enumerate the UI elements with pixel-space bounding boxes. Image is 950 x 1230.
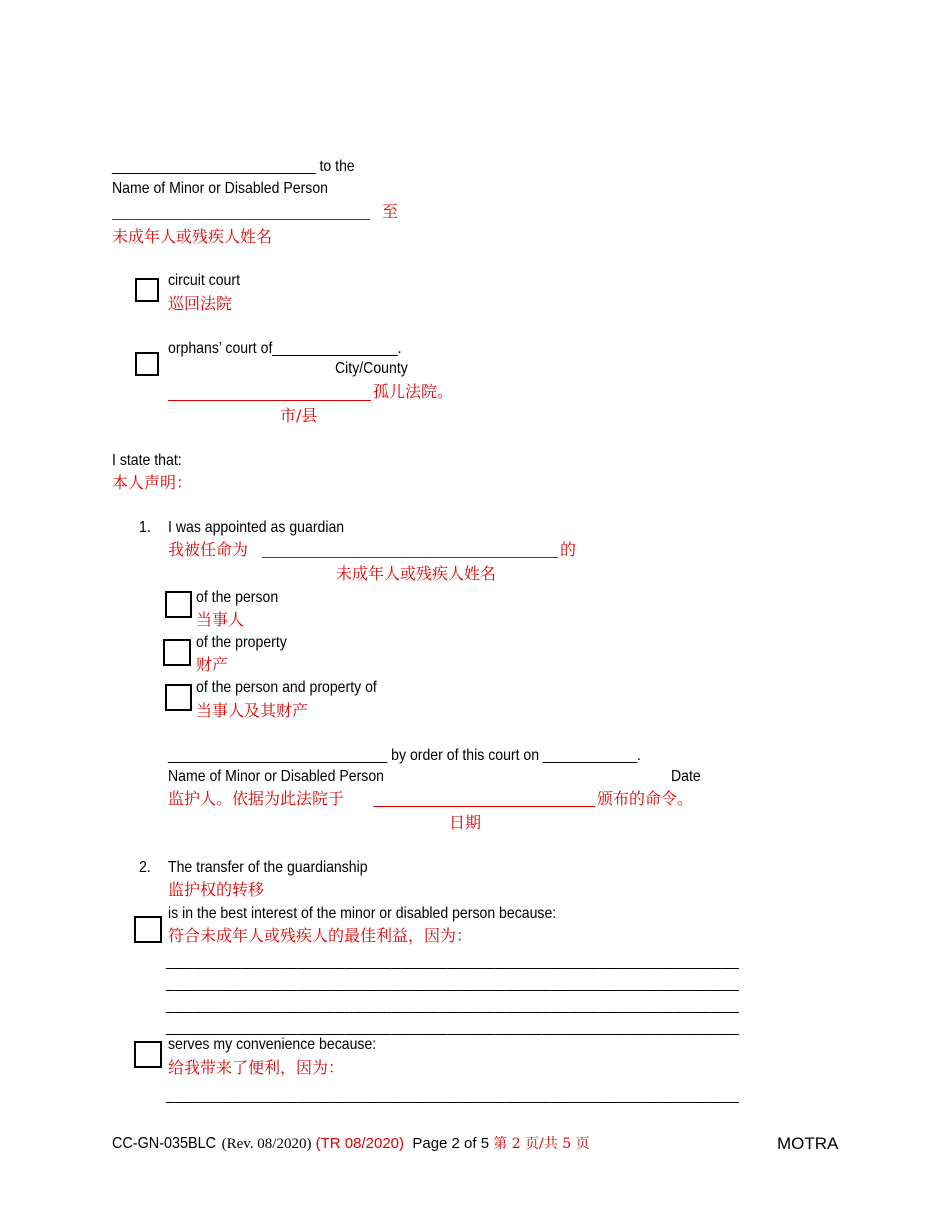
item1-zh-name-blank: [262, 557, 558, 558]
of-property-label: of the property: [196, 634, 287, 651]
footer-page: Page 2 of 5: [412, 1135, 490, 1152]
reason-line-3[interactable]: _____________________________________________________________: [166, 997, 740, 1014]
name-label: Name of Minor or Disabled Person: [112, 180, 328, 197]
statement-label-zh: 本人声明：: [112, 473, 193, 492]
best-interest-label: is in the best interest of the minor or disabled person because:: [168, 905, 557, 922]
footer-form-id: CC-GN-035BLC: [112, 1135, 217, 1152]
city-county-zh: 市/县: [280, 406, 318, 425]
item2-number: 2.: [139, 859, 151, 876]
city-county-label: City/County: [335, 360, 408, 377]
name-blank-line: __________________________ to the: [112, 158, 355, 175]
reason-line-1[interactable]: _____________________________________________________________: [166, 953, 740, 970]
footer-rev: (Rev. 08/2020): [221, 1136, 312, 1152]
zh-to: 至: [382, 202, 399, 221]
item1-zh-prefix: 我被任命为: [168, 540, 249, 559]
reason-line-2[interactable]: _____________________________________________________________: [166, 975, 740, 992]
footer-tr: (TR 08/2020): [315, 1135, 404, 1152]
circuit-court-label: circuit court: [168, 272, 240, 289]
zh-name-label: 未成年人或残疾人姓名: [112, 227, 273, 246]
item2-text: The transfer of the guardianship: [168, 859, 368, 876]
item1-text: I was appointed as guardian: [168, 519, 345, 536]
order-zh-suffix: 颁布的命令。: [597, 789, 694, 808]
of-person-checkbox[interactable]: [165, 591, 192, 618]
convenience-checkbox[interactable]: [134, 1041, 162, 1068]
best-interest-zh: 符合未成年人或残疾人的最佳利益，因为：: [168, 926, 473, 945]
item1-number: 1.: [139, 519, 151, 536]
order-date-label: Date: [671, 768, 701, 785]
of-person-label: of the person: [196, 589, 279, 606]
circuit-court-zh: 巡回法院: [168, 294, 233, 313]
zh-city-blank: [168, 400, 371, 401]
orphans-court-label: orphans’ court of________________.: [168, 340, 402, 357]
orphans-court-checkbox[interactable]: [135, 352, 159, 376]
of-property-zh: 财产: [196, 655, 229, 674]
of-property-checkbox[interactable]: [163, 639, 191, 666]
reason-line-4[interactable]: _____________________________________________________________: [166, 1019, 740, 1036]
convenience-label: serves my convenience because:: [168, 1036, 377, 1053]
item1-zh-suffix: 的: [560, 540, 577, 559]
of-person-and-property-label: of the person and property of: [196, 679, 377, 696]
order-name-label: Name of Minor or Disabled Person: [168, 768, 384, 785]
convenience-zh: 给我带来了便利，因为：: [168, 1058, 345, 1077]
orphans-court-zh: 孤儿法院。: [373, 382, 454, 401]
convenience-reason-line[interactable]: _____________________________________________________________: [166, 1087, 740, 1104]
order-line: ____________________________ by order of this court on ____________.: [168, 747, 641, 764]
order-date-zh: 日期: [449, 813, 482, 832]
best-interest-checkbox[interactable]: [134, 916, 162, 943]
footer: [112, 1135, 590, 1153]
statement-label: I state that:: [112, 452, 182, 469]
order-zh-prefix: 监护人。依据为此法院于: [168, 789, 345, 808]
of-person-zh: 当事人: [196, 610, 245, 629]
item1-zh-name-label: 未成年人或残疾人姓名: [336, 564, 497, 583]
order-zh-date-blank: [373, 806, 595, 807]
of-person-and-property-zh: 当事人及其财产: [196, 701, 309, 720]
footer-motra: MOTRA: [777, 1134, 839, 1153]
zh-name-blank: [112, 219, 370, 220]
circuit-court-checkbox[interactable]: [135, 278, 159, 302]
item2-text-zh: 监护权的转移: [168, 880, 265, 899]
of-person-and-property-checkbox[interactable]: [165, 684, 192, 711]
footer-page-zh: 第 2 页/共 5 页: [493, 1136, 590, 1152]
